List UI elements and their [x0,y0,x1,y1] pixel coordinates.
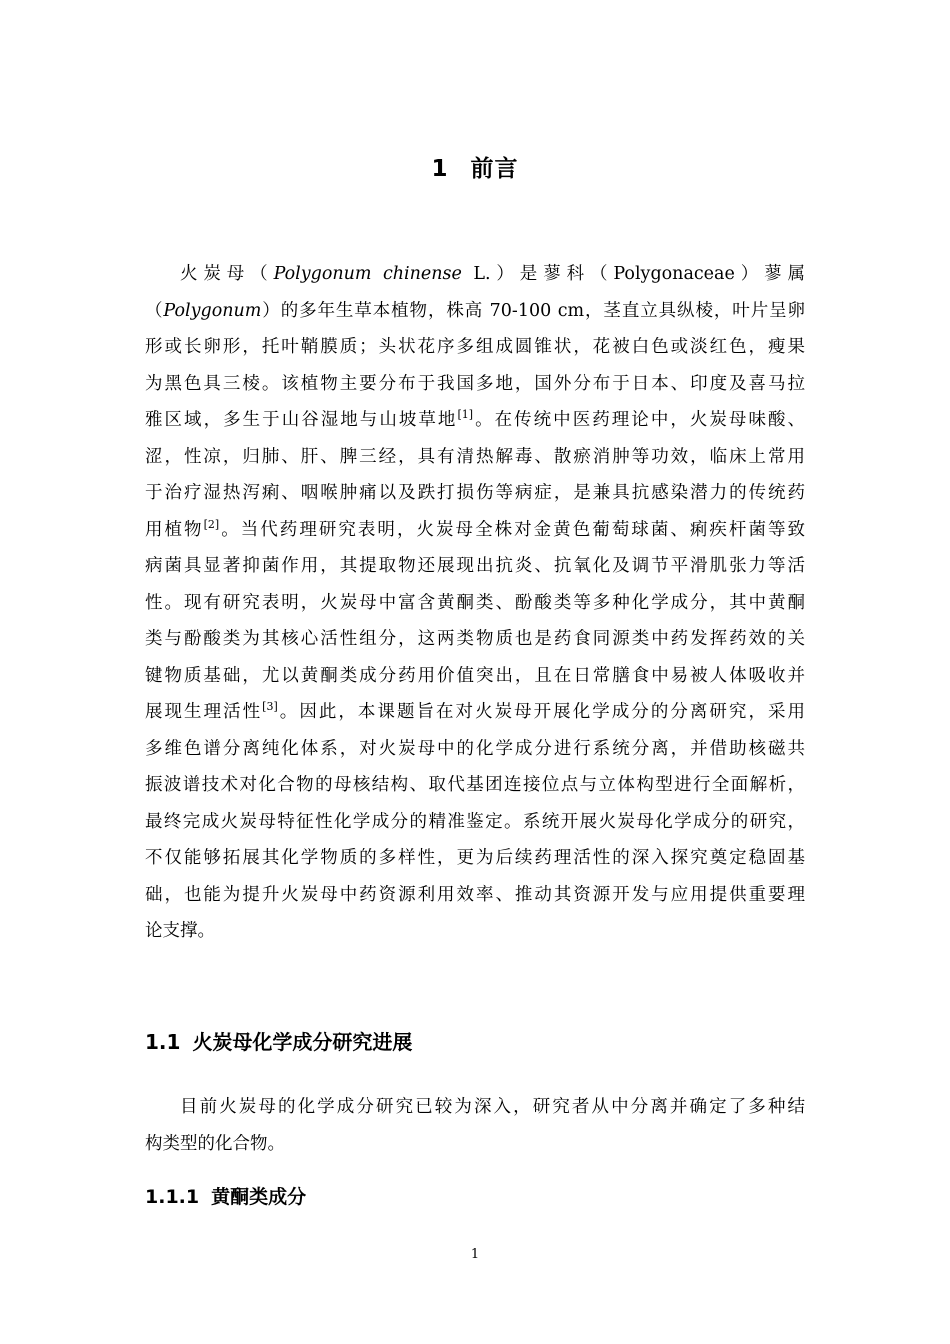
paragraph-line: （Polygonum）的多年生草本植物，株高 70-100 cm，茎直立具纵棱，叶片呈卵 [145,300,805,321]
section-title: 火炭母化学成分研究进展 [192,1030,413,1054]
chapter-number: 1 [431,156,449,182]
paragraph-line: 振波谱技术对化合物的母核结构、取代基团连接位点与立体构型进行全面解析， [145,775,805,795]
page-number: 1 [470,1247,480,1262]
paragraph-line: 涩，性凉，归肺、肝、脾三经，具有清热解毒、散瘀消肿等功效，临床上常用 [145,446,805,467]
chapter-title-text: 前言 [470,156,519,182]
section-paragraph [145,1089,805,1162]
section-heading-1-1-1 [145,1182,306,1209]
section-title: 黄酮类成分 [211,1186,307,1208]
paragraph-line: 于治疗湿热泻痢、咽喉肿痛以及跌打损伤等病症，是兼具抗感染潜力的传统药 [145,483,805,503]
paragraph-line: 展现生理活性[3]。因此，本课题旨在对火炭母开展化学成分的分离研究，采用 [145,700,805,722]
citation-ref: [2] [203,517,220,531]
paragraph-line: 论支撑。 [145,921,215,941]
paragraph-line: 用植物[2]。当代药理研究表明，火炭母全株对金黄色葡萄球菌、痢疾杆菌等致 [145,517,805,540]
section-number: 1.1 [145,1030,181,1054]
chapter-title [0,150,950,183]
paragraph-line: 不仅能够拓展其化学物质的多样性，更为后续药理活性的深入探究奠定稳固基 [145,848,805,868]
paragraph-line: 础，也能为提升火炭母中药资源利用效率、推动其资源开发与应用提供重要理 [145,884,805,905]
paragraph-line: 最终完成火炭母特征性化学成分的精准鉴定。系统开展火炭母化学成分的研究， [145,811,805,832]
paragraph-line: 雅区域，多生于山谷湿地与山坡草地[1]。在传统中医药理论中，火炭母味酸、 [145,408,805,430]
paragraph-line: 类与酚酸类为其核心活性组分，这两类物质也是药食同源类中药发挥药效的关 [145,629,805,649]
paragraph-line: 为黑色具三棱。该植物主要分布于我国多地，国外分布于日本、印度及喜马拉 [145,373,805,394]
section-number: 1.1.1 [145,1186,200,1208]
paragraph-line: 性。现有研究表明，火炭母中富含黄酮类、酚酸类等多种化学成分，其中黄酮 [145,592,805,613]
citation-ref: [1] [457,408,474,421]
paragraph-line: 病菌具显著抑菌作用，其提取物还展现出抗炎、抗氧化及调节平滑肌张力等活 [145,556,805,576]
paragraph-line: 键物质基础，尤以黄酮类成分药用价值突出，且在日常膳食中易被人体吸收并 [145,665,805,686]
paragraph-line: 多维色谱分离纯化体系，对火炭母中的化学成分进行系统分离，并借助核磁共 [145,738,805,759]
paragraph-line: 火炭母（Polygonum chinense L.）是蓼科（Polygonaceae）蓼属 [180,264,805,284]
section-heading-1-1 [145,1026,412,1055]
paragraph-line: 形或长卵形，托叶鞘膜质；头状花序多组成圆锥状，花被白色或淡红色，瘦果 [145,337,805,357]
intro-paragraph [145,256,805,950]
paragraph-line: 构类型的化合物。 [145,1133,285,1154]
citation-ref: [3] [262,700,278,713]
paragraph-line: 目前火炭母的化学成分研究已较为深入，研究者从中分离并确定了多种结 [180,1097,805,1117]
